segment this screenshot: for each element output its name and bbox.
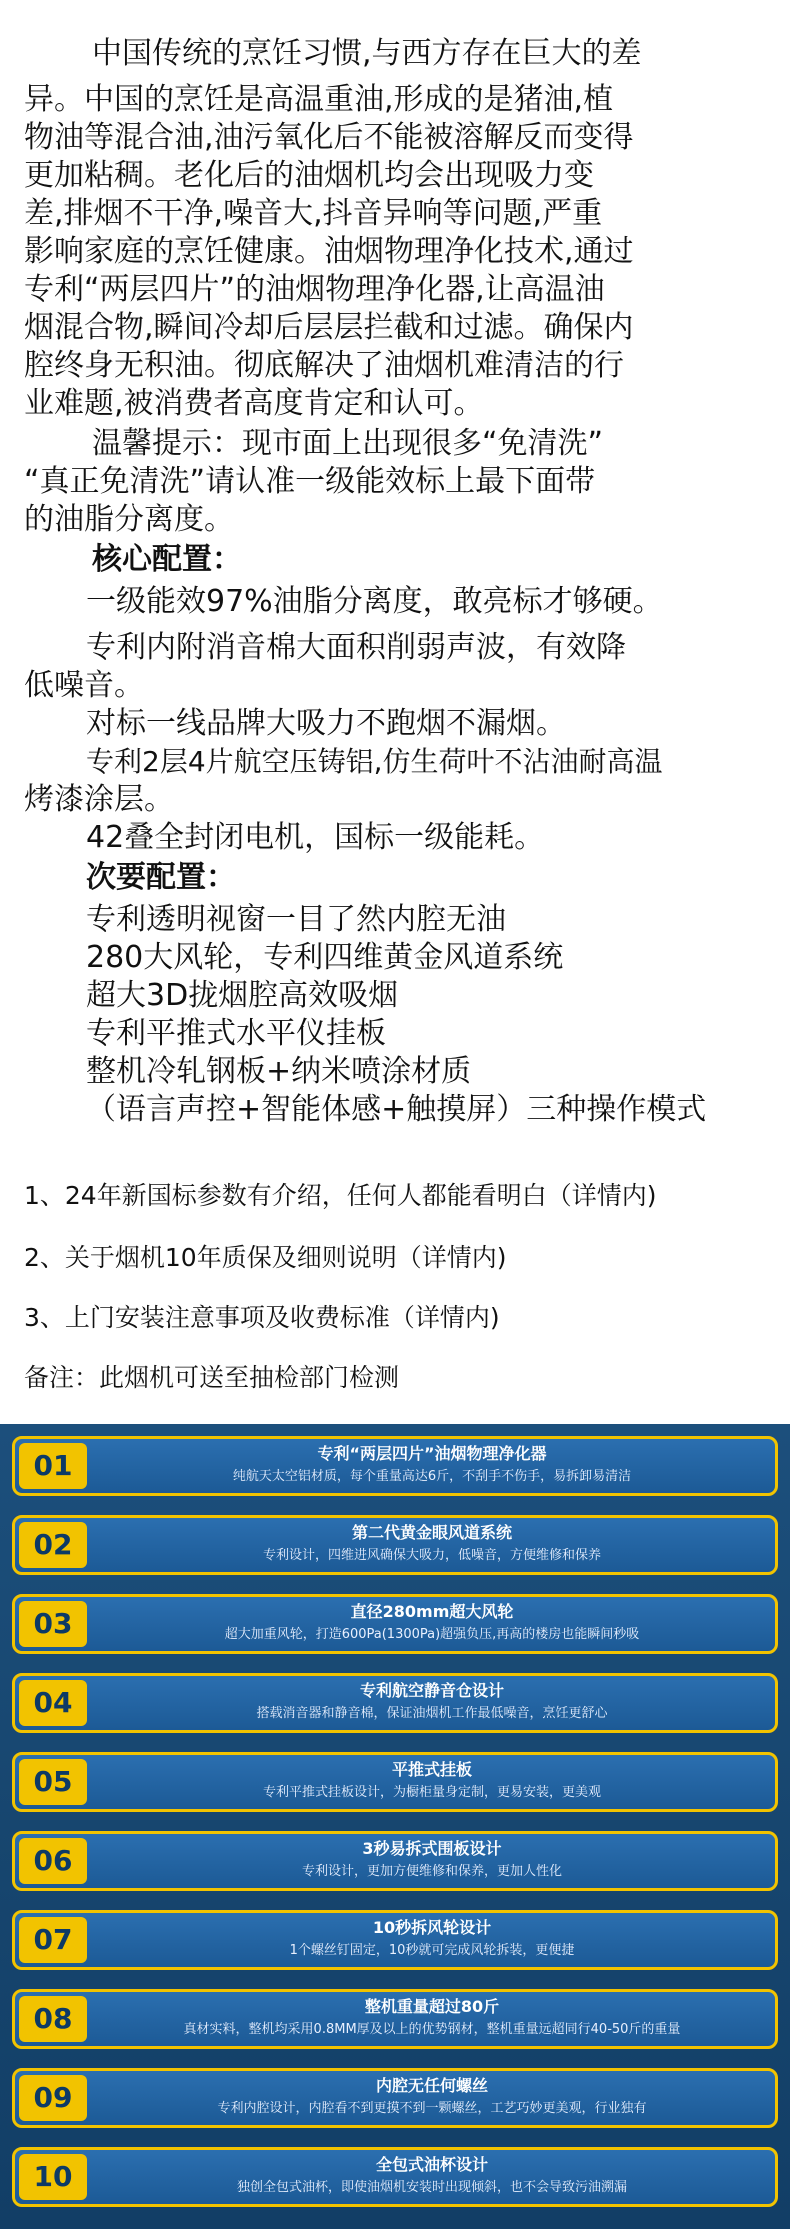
core-config-line: 低噪音。 <box>24 668 144 703</box>
intro-line: 烟混合物,瞬间冷却后层层拦截和过滤。确保内 <box>24 310 634 345</box>
note-line: 2、关于烟机10年质保及细则说明（详情内) <box>24 1243 507 1272</box>
tip-line: “真正免清洗”请认准一级能效标上最下面带 <box>24 464 596 499</box>
feature-title: 全包式油杯设计 <box>375 2155 488 2174</box>
feature-number-badge: 09 <box>19 2075 87 2121</box>
feature-description: 独创全包式油杯，即使油烟机安装时出现倾斜，也不会导致污油溯漏 <box>236 2180 627 2195</box>
note-line: 1、24年新国标参数有介绍，任何人都能看明白（详情内) <box>24 1181 657 1210</box>
feature-description: 1个螺丝钉固定，10秒就可完成风轮拆装，更便捷 <box>289 1943 575 1958</box>
intro-line: 影响家庭的烹饪健康。油烟物理净化技术,通过 <box>24 234 634 269</box>
intro-line: 差,排烟不干净,噪音大,抖音异响等问题,严重 <box>24 196 603 231</box>
core-config-line: 专利内附消音棉大面积削弱声波，有效降 <box>86 630 626 665</box>
intro-line: 腔终身无积油。彻底解决了油烟机难清洁的行 <box>24 348 624 383</box>
core-config-line: 烤漆涂层。 <box>24 782 174 817</box>
feature-description: 真材实料，整机均采用0.8MM厚及以上的优势钢材，整机重量远超同行40-50斤的重量 <box>183 2022 681 2037</box>
feature-description: 专利设计，四维进风确保大吸力，低噪音，方便维修和保养 <box>262 1548 601 1563</box>
feature-title: 专利“两层四片”油烟物理净化器 <box>317 1444 547 1463</box>
feature-item <box>12 2068 778 2128</box>
core-config-line: 对标一线品牌大吸力不跑烟不漏烟。 <box>86 706 566 741</box>
feature-item <box>12 1436 778 1496</box>
feature-number-badge: 07 <box>19 1917 87 1963</box>
feature-title: 3秒易拆式围板设计 <box>362 1839 502 1858</box>
feature-item <box>12 1594 778 1654</box>
tip-line: 温馨提示：现市面上出现很多“免清洗” <box>92 426 604 461</box>
feature-description: 纯航天太空铝材质，每个重量高达6斤，不刮手不伤手，易拆卸易清洁 <box>232 1469 632 1484</box>
intro-line: 异。中国的烹饪是高温重油,形成的是猪油,植 <box>24 82 614 117</box>
feature-list-banner <box>0 1424 790 2229</box>
feature-item <box>12 1752 778 1812</box>
feature-item <box>12 1989 778 2049</box>
feature-number-badge: 02 <box>19 1522 87 1568</box>
core-config-line: 专利2层4片航空压铸铝,仿生荷叶不沾油耐高温 <box>86 745 663 778</box>
secondary-config-line: 超大3D拢烟腔高效吸烟 <box>86 978 399 1013</box>
feature-item <box>12 2147 778 2207</box>
intro-line: 中国传统的烹饪习惯,与西方存在巨大的差 <box>92 36 642 71</box>
intro-line: 专利“两层四片”的油烟物理净化器,让高温油 <box>24 272 605 307</box>
feature-item <box>12 1673 778 1733</box>
note-line: 3、上门安装注意事项及收费标准（详情内) <box>24 1303 500 1332</box>
feature-number-badge: 10 <box>19 2154 87 2200</box>
feature-number-badge: 03 <box>19 1601 87 1647</box>
feature-title: 内腔无任何螺丝 <box>375 2076 488 2095</box>
secondary-config-heading: 次要配置： <box>86 860 236 895</box>
intro-line: 更加粘稠。老化后的油烟机均会出现吸力变 <box>24 158 594 193</box>
feature-item <box>12 1831 778 1891</box>
feature-number-badge: 06 <box>19 1838 87 1884</box>
core-config-line: 一级能效97%油脂分离度，敢亮标才够硬。 <box>86 584 663 619</box>
secondary-config-line: 专利透明视窗一目了然内腔无油 <box>86 902 506 937</box>
secondary-config-line: 专利平推式水平仪挂板 <box>86 1016 386 1051</box>
core-config-heading: 核心配置： <box>92 542 242 577</box>
feature-title: 平推式挂板 <box>391 1760 472 1779</box>
feature-description: 超大加重风轮，打造600Pa(1300Pa)超强负压,再高的楼房也能瞬间秒吸 <box>224 1627 640 1642</box>
feature-description: 专利设计，更加方便维修和保养，更加人性化 <box>301 1864 562 1879</box>
feature-title: 专利航空静音仓设计 <box>359 1681 504 1700</box>
core-config-line: 42叠全封闭电机，国标一级能耗。 <box>86 820 545 855</box>
feature-item <box>12 1515 778 1575</box>
tip-line: 的油脂分离度。 <box>24 502 234 537</box>
feature-description: 专利平推式挂板设计，为橱柜量身定制，更易安装，更美观 <box>262 1785 601 1800</box>
secondary-config-line: 整机冷轧钢板+纳米喷涂材质 <box>86 1054 472 1089</box>
feature-title: 直径280mm超大风轮 <box>350 1602 514 1621</box>
intro-line: 物油等混合油,油污氧化后不能被溶解反而变得 <box>24 120 634 155</box>
feature-item <box>12 1910 778 1970</box>
secondary-config-line: （语言声控+智能体感+触摸屏）三种操作模式 <box>86 1092 707 1127</box>
feature-description: 搭载消音器和静音棉，保证油烟机工作最低噪音，烹饪更舒心 <box>256 1706 608 1721</box>
feature-number-badge: 08 <box>19 1996 87 2042</box>
feature-title: 10秒拆风轮设计 <box>372 1918 492 1937</box>
feature-description: 专利内腔设计，内腔看不到更摸不到一颗螺丝，工艺巧妙更美观，行业独有 <box>217 2101 647 2116</box>
note-line: 备注：此烟机可送至抽检部门检测 <box>24 1363 400 1392</box>
feature-title: 第二代黄金眼风道系统 <box>351 1523 512 1542</box>
secondary-config-line: 280大风轮，专利四维黄金风道系统 <box>86 940 564 975</box>
intro-line: 业难题,被消费者高度肯定和认可。 <box>24 386 484 421</box>
feature-number-badge: 05 <box>19 1759 87 1805</box>
feature-number-badge: 01 <box>19 1443 87 1489</box>
feature-number-badge: 04 <box>19 1680 87 1726</box>
feature-title: 整机重量超过80斤 <box>364 1997 500 2016</box>
